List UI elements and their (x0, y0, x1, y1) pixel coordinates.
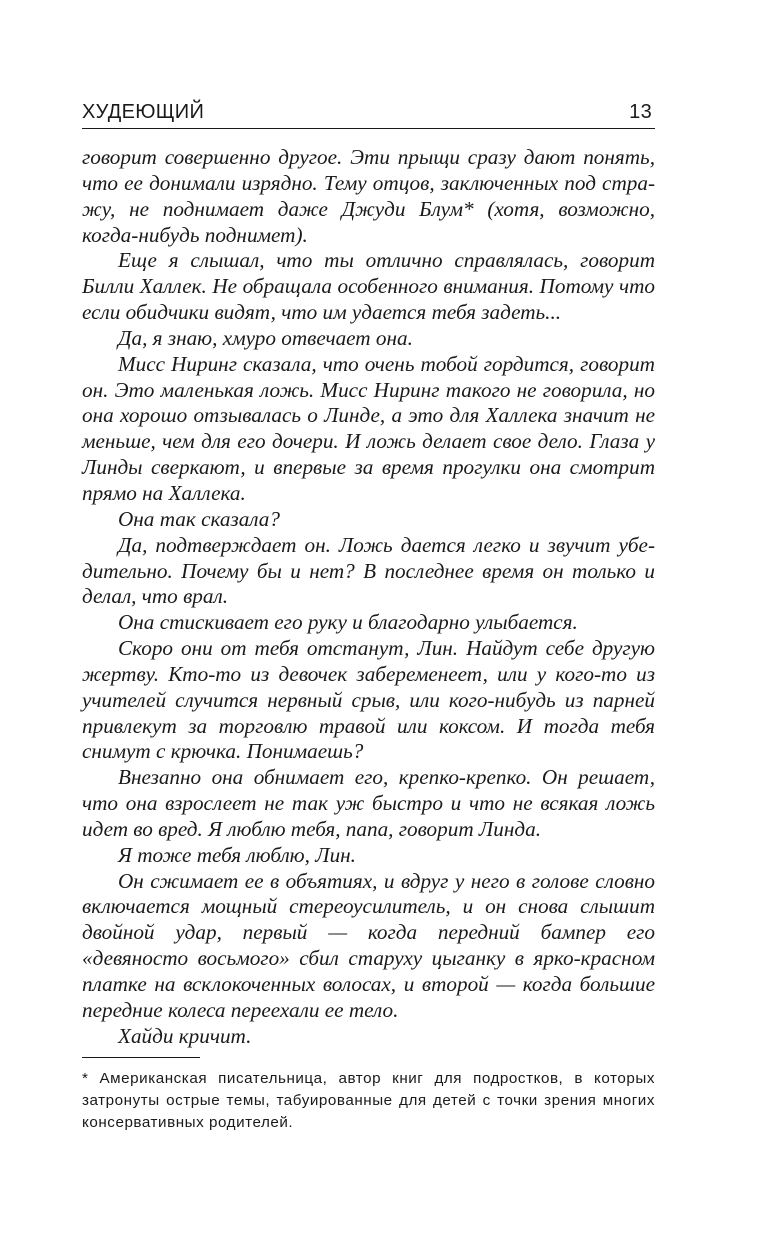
paragraph: Еще я слышал, что ты отлично справлялась, говорит Билли Халлек. Не обращала особенного внимания. Потому что если обидчики видят, что им удается тебя задеть... (82, 248, 655, 325)
paragraph: Я тоже тебя люблю, Лин. (118, 842, 356, 867)
paragraph: Мисс Ниринг сказала, что очень тобой гордится, говорит он. Это маленькая ложь. Мисс Ниринг такого не говорила, но она хорошо отзывалась о Линде, а это для Халлека значит не меньше, чем для его дочери. И ложь делает свое дело. Глаза у Линды сверкают, и впервые за время прогулки она смотрит прямо на Халлека. (82, 351, 655, 505)
paragraph: Да, подтверждает он. Ложь дается легко и звучит убедительно. Почему бы и нет? В последнее время он только и делал, что врал. (82, 532, 655, 609)
running-head-title: ХУДЕЮЩИЙ (82, 101, 205, 123)
paragraph: Она так сказала? (118, 506, 280, 531)
paragraph: Внезапно она обнимает его, крепко-крепко. Он решает, что она взрослеет не так уж быстро и что не всякая ложь идет во вред. Я люблю тебя, папа, говорит Линда. (82, 765, 655, 841)
paragraph: Она стискивает его руку и благодарно улыбается. (118, 610, 578, 635)
header-rule (82, 128, 655, 129)
footnote-rule (82, 1057, 200, 1058)
paragraph: говорит совершенно другое. Эти прыщи сразу дают понять, что ее донимали изрядно. Тему отцов, заключенных под стражу, не поднимает даже Джуди Блум* (хотя, возможно, когда-нибудь поднимет). (82, 145, 655, 247)
paragraph: Да, я знаю, хмуро отвечает она. (118, 325, 413, 350)
paragraph: Он сжимает ее в объятиях, и вдруг у него в голове словно включается мощный стереоусилитель, и он снова слышит двойной удар, первый — когда передний бампер его «девяносто восьмого» сбил старуху цыганку в ярко-красном платке на всклокоченных волосах, и второй — когда большие передние колеса переехали ее тело. (82, 868, 655, 1022)
paragraph: Хайди кричит. (118, 1023, 252, 1048)
footnote: * Американская писательница, автор книг для подростков, в которых затронуты острые темы, табуированные для детей с точки зрения многих консервативных родителей. (82, 1070, 655, 1131)
running-head (82, 101, 654, 129)
body-text (82, 145, 655, 1050)
page-number: 13 (629, 101, 652, 123)
paragraph: Скоро они от тебя отстанут, Лин. Найдут себе другую жертву. Кто-то из девочек забеременеет, или у кого-то из учителей случится нервный срыв, или кого-нибудь из парней привлекут за торговлю травой или коксом. И тогда тебя снимут с крючка. Понимаешь? (82, 636, 655, 764)
